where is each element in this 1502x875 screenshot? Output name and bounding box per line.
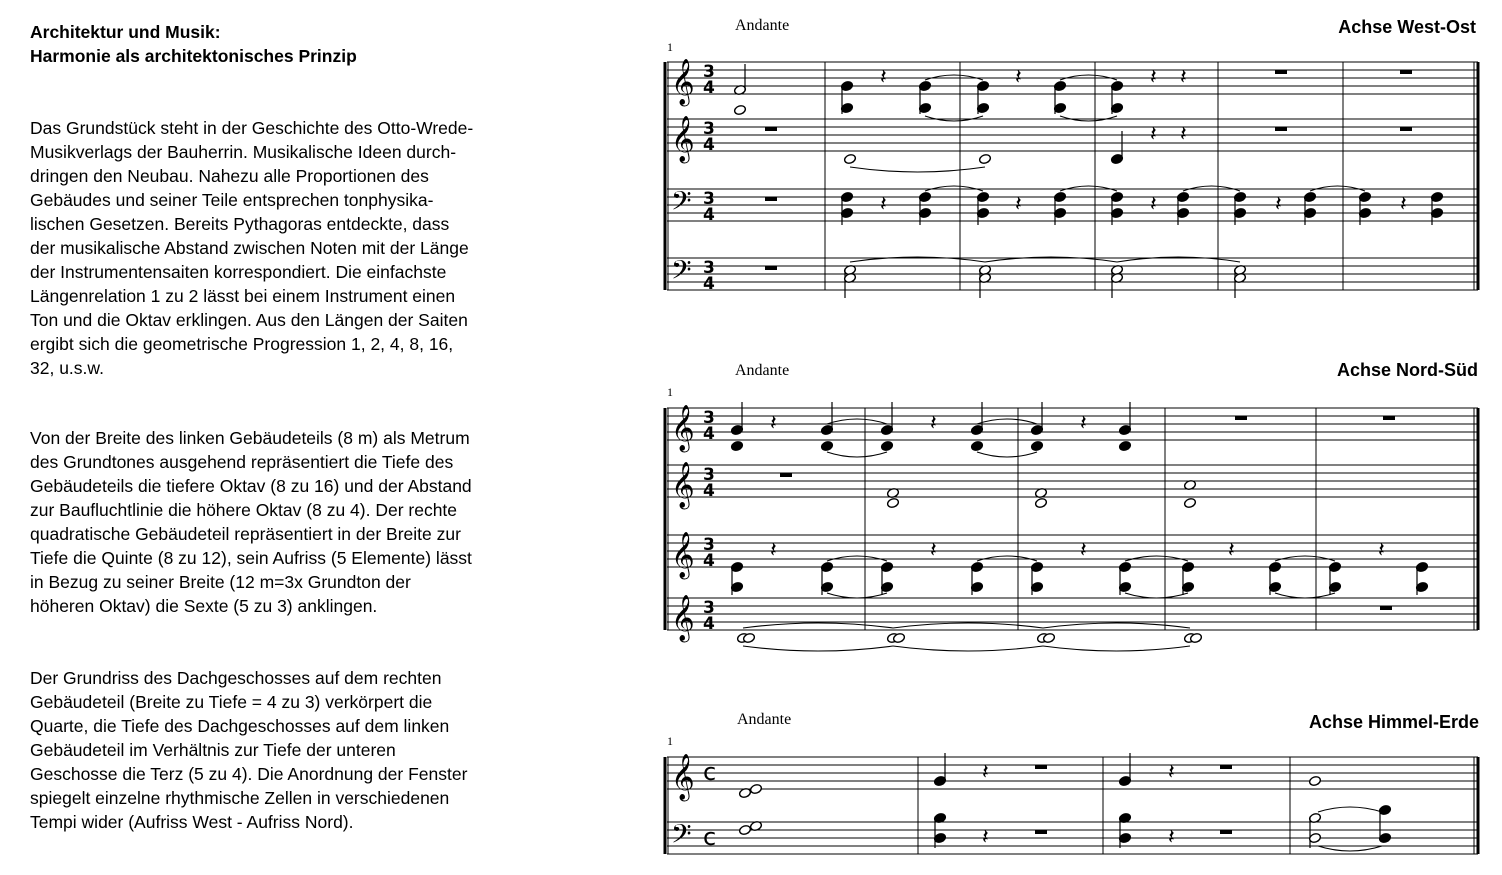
- tie: [743, 646, 893, 651]
- note-head: [1430, 191, 1443, 202]
- note-head: [1233, 272, 1246, 283]
- bass-clef: 𝄢: [671, 185, 692, 223]
- common-time: c: [703, 823, 717, 851]
- note-head: [1053, 191, 1066, 202]
- quarter-rest: 𝄽: [880, 65, 887, 90]
- note-head: [733, 104, 746, 115]
- note-head: [918, 102, 931, 113]
- note-head: [1415, 561, 1428, 572]
- note-head: [976, 80, 989, 91]
- quarter-rest: 𝄽: [1150, 65, 1157, 90]
- note-head: [1308, 812, 1321, 823]
- tie: [1117, 257, 1240, 262]
- note-head: [749, 820, 762, 831]
- note-head: [1110, 264, 1123, 275]
- note-head: [918, 191, 931, 202]
- treble-clef: 𝄞: [671, 405, 695, 451]
- note-head: [730, 561, 743, 572]
- note-head: [880, 561, 893, 572]
- note-head: [1110, 191, 1123, 202]
- text-line: dringen den Neubau. Nahezu alle Proportionen des: [30, 166, 429, 186]
- tie: [1060, 116, 1117, 121]
- note-head: [918, 207, 931, 218]
- tie: [1043, 623, 1190, 628]
- paragraph-2: [30, 426, 545, 618]
- note-head: [1183, 497, 1196, 508]
- note-head: [978, 272, 991, 283]
- tie: [850, 257, 985, 262]
- text-line: quadratische Gebäudeteil repräsentiert in der Breite zur: [30, 524, 461, 544]
- tie: [977, 419, 1037, 424]
- text-line: Längenrelation 1 zu 2 lässt bei einem Instrument einen: [30, 286, 456, 306]
- note-head: [1183, 479, 1196, 490]
- whole-rest: [1380, 606, 1392, 610]
- quarter-rest: 𝄽: [1080, 538, 1087, 563]
- measure-number: 1: [667, 734, 673, 748]
- score-himmel-erde: [665, 753, 1478, 856]
- note-head: [886, 487, 899, 498]
- time-numerator: 3: [703, 598, 715, 618]
- tie: [985, 257, 1117, 262]
- note-head: [1268, 581, 1281, 592]
- note-head: [1233, 264, 1246, 275]
- time-numerator: 3: [703, 535, 715, 555]
- paragraph-3: [30, 666, 545, 834]
- note-head: [843, 153, 856, 164]
- note-head: [976, 207, 989, 218]
- tie: [827, 556, 887, 561]
- quarter-rest: 𝄽: [880, 192, 887, 217]
- quarter-rest: 𝄽: [1180, 122, 1187, 147]
- tempo-marking: Andante: [737, 711, 792, 728]
- score-nord-sued: [665, 402, 1478, 651]
- time-numerator: 3: [703, 408, 715, 428]
- quarter-rest: 𝄽: [1168, 825, 1175, 850]
- note-head: [1268, 561, 1281, 572]
- time-denominator: 4: [703, 481, 715, 501]
- tie: [925, 116, 983, 121]
- quarter-rest: 𝄽: [982, 760, 989, 785]
- note-head: [742, 632, 755, 643]
- note-head: [1036, 632, 1049, 643]
- whole-rest: [1275, 70, 1287, 74]
- axis-title-west-ost: Achse West-Ost: [1338, 17, 1476, 37]
- time-denominator: 4: [703, 78, 715, 98]
- time-denominator: 4: [703, 135, 715, 155]
- note-head: [1378, 832, 1391, 843]
- tie: [893, 646, 1043, 651]
- note-head: [1110, 272, 1123, 283]
- note-head: [1053, 102, 1066, 113]
- time-denominator: 4: [703, 274, 715, 294]
- text-line: Musikverlags der Bauherrin. Musikalische Ideen durch-: [30, 142, 457, 162]
- tie: [827, 452, 887, 457]
- tempo-marking: Andante: [735, 17, 790, 34]
- time-numerator: 3: [703, 119, 715, 139]
- measure-number: 1: [667, 40, 673, 54]
- note-head: [1328, 581, 1341, 592]
- text-line: höheren Oktav) die Sexte (5 zu 3) anklingen.: [30, 596, 378, 616]
- whole-rest: [1383, 416, 1395, 420]
- note-head: [1034, 497, 1047, 508]
- note-head: [1328, 561, 1341, 572]
- note-head: [978, 264, 991, 275]
- note-head: [1110, 207, 1123, 218]
- whole-rest: [1220, 765, 1232, 769]
- whole-rest: [1400, 127, 1412, 131]
- tie: [1125, 593, 1188, 598]
- text-line: Gebäudes und seiner Teile entsprechen tonphysika-: [30, 190, 434, 210]
- note-head: [1030, 424, 1043, 435]
- tie: [1318, 807, 1382, 812]
- tie: [1310, 186, 1365, 191]
- note-head: [736, 632, 749, 643]
- note-head: [892, 632, 905, 643]
- note-head: [1118, 832, 1131, 843]
- treble-clef: 𝄞: [671, 116, 695, 162]
- treble-clef: 𝄞: [671, 595, 695, 641]
- quarter-rest: 𝄽: [770, 538, 777, 563]
- quarter-rest: 𝄽: [1228, 538, 1235, 563]
- text-line: in Bezug zu seiner Breite (12 m=3x Grundton der: [30, 572, 411, 592]
- note-head: [1233, 191, 1246, 202]
- quarter-rest: 𝄽: [1080, 411, 1087, 436]
- note-head: [840, 80, 853, 91]
- whole-rest: [1275, 127, 1287, 131]
- text-line: des Grundtones ausgehend repräsentiert die Tiefe des: [30, 452, 454, 472]
- note-head: [880, 440, 893, 451]
- text-line: der Instrumentensaiten korrespondiert. Die einfachste: [30, 262, 447, 282]
- note-head: [1176, 207, 1189, 218]
- note-head: [738, 787, 751, 798]
- quarter-rest: 𝄽: [930, 538, 937, 563]
- whole-rest: [1220, 830, 1232, 834]
- time-denominator: 4: [703, 614, 715, 634]
- text-line: Quarte, die Tiefe des Dachgeschosses auf dem linken: [30, 716, 450, 736]
- note-head: [1053, 80, 1066, 91]
- text-line: Das Grundstück steht in der Geschichte des Otto-Wrede-: [30, 118, 474, 138]
- note-head: [978, 153, 991, 164]
- text-line: Der Grundriss des Dachgeschosses auf dem rechten: [30, 668, 442, 688]
- tie: [1275, 593, 1335, 598]
- note-head: [1358, 207, 1371, 218]
- tie: [827, 593, 887, 598]
- note-head: [1030, 561, 1043, 572]
- page-heading: [30, 20, 357, 68]
- whole-rest: [765, 266, 777, 270]
- tie: [827, 419, 887, 424]
- note-head: [749, 783, 762, 794]
- note-head: [970, 581, 983, 592]
- quarter-rest: 𝄽: [1400, 192, 1407, 217]
- whole-rest: [1235, 416, 1247, 420]
- note-head: [843, 264, 856, 275]
- note-head: [843, 272, 856, 283]
- heading-line-1: Architektur und Musik:: [30, 22, 221, 42]
- note-head: [738, 824, 751, 835]
- tie: [977, 556, 1037, 561]
- note-head: [820, 424, 833, 435]
- quarter-rest: 𝄽: [930, 411, 937, 436]
- note-head: [1415, 581, 1428, 592]
- note-head: [1176, 191, 1189, 202]
- note-head: [840, 102, 853, 113]
- note-head: [886, 632, 899, 643]
- whole-rest: [1035, 830, 1047, 834]
- note-head: [1118, 581, 1131, 592]
- text-line: Geschosse die Terz (5 zu 4). Die Anordnung der Fenster: [30, 764, 468, 784]
- quarter-rest: 𝄽: [1015, 192, 1022, 217]
- quarter-rest: 𝄽: [1168, 760, 1175, 785]
- note-head: [1053, 207, 1066, 218]
- measure-number: 1: [667, 385, 673, 399]
- text-line: Gebäudeteil (Breite zu Tiefe = 4 zu 3) verkörpert die: [30, 692, 433, 712]
- note-head: [1308, 775, 1321, 786]
- note-head: [933, 832, 946, 843]
- note-head: [840, 191, 853, 202]
- note-head: [1189, 632, 1202, 643]
- common-time: c: [703, 758, 717, 786]
- note-head: [976, 191, 989, 202]
- note-head: [918, 80, 931, 91]
- whole-rest: [765, 197, 777, 201]
- time-denominator: 4: [703, 205, 715, 225]
- quarter-rest: 𝄽: [1275, 192, 1282, 217]
- note-head: [1118, 812, 1131, 823]
- note-head: [1430, 207, 1443, 218]
- note-head: [880, 424, 893, 435]
- note-head: [1030, 581, 1043, 592]
- note-head: [820, 581, 833, 592]
- note-head: [1181, 561, 1194, 572]
- axis-title-nord-sued: Achse Nord-Süd: [1336, 360, 1478, 380]
- text-line: ergibt sich die geometrische Progression 1, 2, 4, 8, 16,: [30, 334, 454, 354]
- heading-line-2: Harmonie als architektonisches Prinzip: [30, 46, 357, 66]
- tempo-marking: Andante: [735, 362, 790, 379]
- quarter-rest: 𝄽: [1180, 65, 1187, 90]
- tie: [1275, 556, 1335, 561]
- note-head: [1118, 775, 1131, 786]
- note-head: [1118, 561, 1131, 572]
- whole-rest: [1400, 70, 1412, 74]
- tie: [925, 186, 983, 191]
- bass-clef: 𝄢: [671, 254, 692, 292]
- time-numerator: 3: [703, 465, 715, 485]
- tie: [1043, 646, 1190, 651]
- whole-rest: [765, 127, 777, 131]
- note-head: [730, 424, 743, 435]
- time-numerator: 3: [703, 258, 715, 278]
- text-line: Gebäudeteils die tiefere Oktav (8 zu 16) und der Abstand: [30, 476, 472, 496]
- bass-clef: 𝄢: [671, 818, 692, 856]
- quarter-rest: 𝄽: [1150, 192, 1157, 217]
- note-head: [880, 581, 893, 592]
- time-numerator: 3: [703, 62, 715, 82]
- tie: [743, 623, 893, 628]
- note-head: [1030, 440, 1043, 451]
- note-head: [970, 424, 983, 435]
- tie: [1060, 186, 1117, 191]
- whole-rest: [780, 473, 792, 477]
- note-head: [840, 207, 853, 218]
- note-head: [1042, 632, 1055, 643]
- treble-clef: 𝄞: [671, 462, 695, 508]
- note-head: [970, 561, 983, 572]
- note-head: [1118, 424, 1131, 435]
- time-denominator: 4: [703, 424, 715, 444]
- treble-clef: 𝄞: [671, 59, 695, 105]
- note-head: [1233, 207, 1246, 218]
- text-line: Gebäudeteil im Verhältnis zur Tiefe der unteren: [30, 740, 396, 760]
- tie: [1183, 186, 1240, 191]
- note-head: [886, 497, 899, 508]
- note-head: [730, 440, 743, 451]
- tie: [925, 75, 983, 80]
- note-head: [733, 84, 746, 95]
- text-line: Tempi wider (Aufriss West - Aufriss Nord).: [30, 812, 354, 832]
- quarter-rest: 𝄽: [1015, 65, 1022, 90]
- note-head: [1308, 832, 1321, 843]
- note-head: [1110, 80, 1123, 91]
- note-head: [1303, 191, 1316, 202]
- text-line: lischen Gesetzen. Bereits Pythagoras entdeckte, dass: [30, 214, 450, 234]
- tie: [1060, 75, 1117, 80]
- quarter-rest: 𝄽: [982, 825, 989, 850]
- text-line: der musikalische Abstand zwischen Noten mit der Länge: [30, 238, 469, 258]
- axis-title-himmel-erde: Achse Himmel-Erde: [1308, 712, 1479, 732]
- quarter-rest: 𝄽: [770, 411, 777, 436]
- quarter-rest: 𝄽: [1150, 122, 1157, 147]
- note-head: [730, 581, 743, 592]
- note-head: [970, 440, 983, 451]
- whole-rest: [1035, 765, 1047, 769]
- note-head: [1034, 487, 1047, 498]
- note-head: [1118, 440, 1131, 451]
- note-head: [1181, 581, 1194, 592]
- tie: [850, 167, 985, 172]
- text-line: Ton und die Oktav erklingen. Aus den Längen der Saiten: [30, 310, 468, 330]
- paragraph-1: [30, 116, 545, 380]
- note-head: [1358, 191, 1371, 202]
- note-head: [820, 561, 833, 572]
- quarter-rest: 𝄽: [1378, 538, 1385, 563]
- time-numerator: 3: [703, 189, 715, 209]
- tie: [1318, 846, 1382, 851]
- note-head: [933, 812, 946, 823]
- treble-clef: 𝄞: [671, 754, 695, 800]
- text-line: 32, u.s.w.: [30, 358, 104, 378]
- note-head: [976, 102, 989, 113]
- score-west-ost: [665, 59, 1478, 298]
- text-line: Tiefe die Quinte (8 zu 12), sein Aufriss (5 Elemente) lässt: [30, 548, 472, 568]
- tie: [893, 623, 1043, 628]
- note-head: [1378, 804, 1391, 815]
- note-head: [933, 775, 946, 786]
- time-denominator: 4: [703, 551, 715, 571]
- note-head: [1303, 207, 1316, 218]
- text-line: Von der Breite des linken Gebäudeteils (8 m) als Metrum: [30, 428, 470, 448]
- text-line: zur Baufluchtlinie die höhere Oktav (8 zu 4). Der rechte: [30, 500, 458, 520]
- note-head: [820, 440, 833, 451]
- note-head: [1110, 153, 1123, 164]
- note-head: [1110, 102, 1123, 113]
- text-line: spiegelt einzelne rhythmische Zellen in verschiedenen: [30, 788, 450, 808]
- tie: [977, 452, 1037, 457]
- note-head: [1183, 632, 1196, 643]
- treble-clef: 𝄞: [671, 532, 695, 578]
- tie: [1125, 556, 1188, 561]
